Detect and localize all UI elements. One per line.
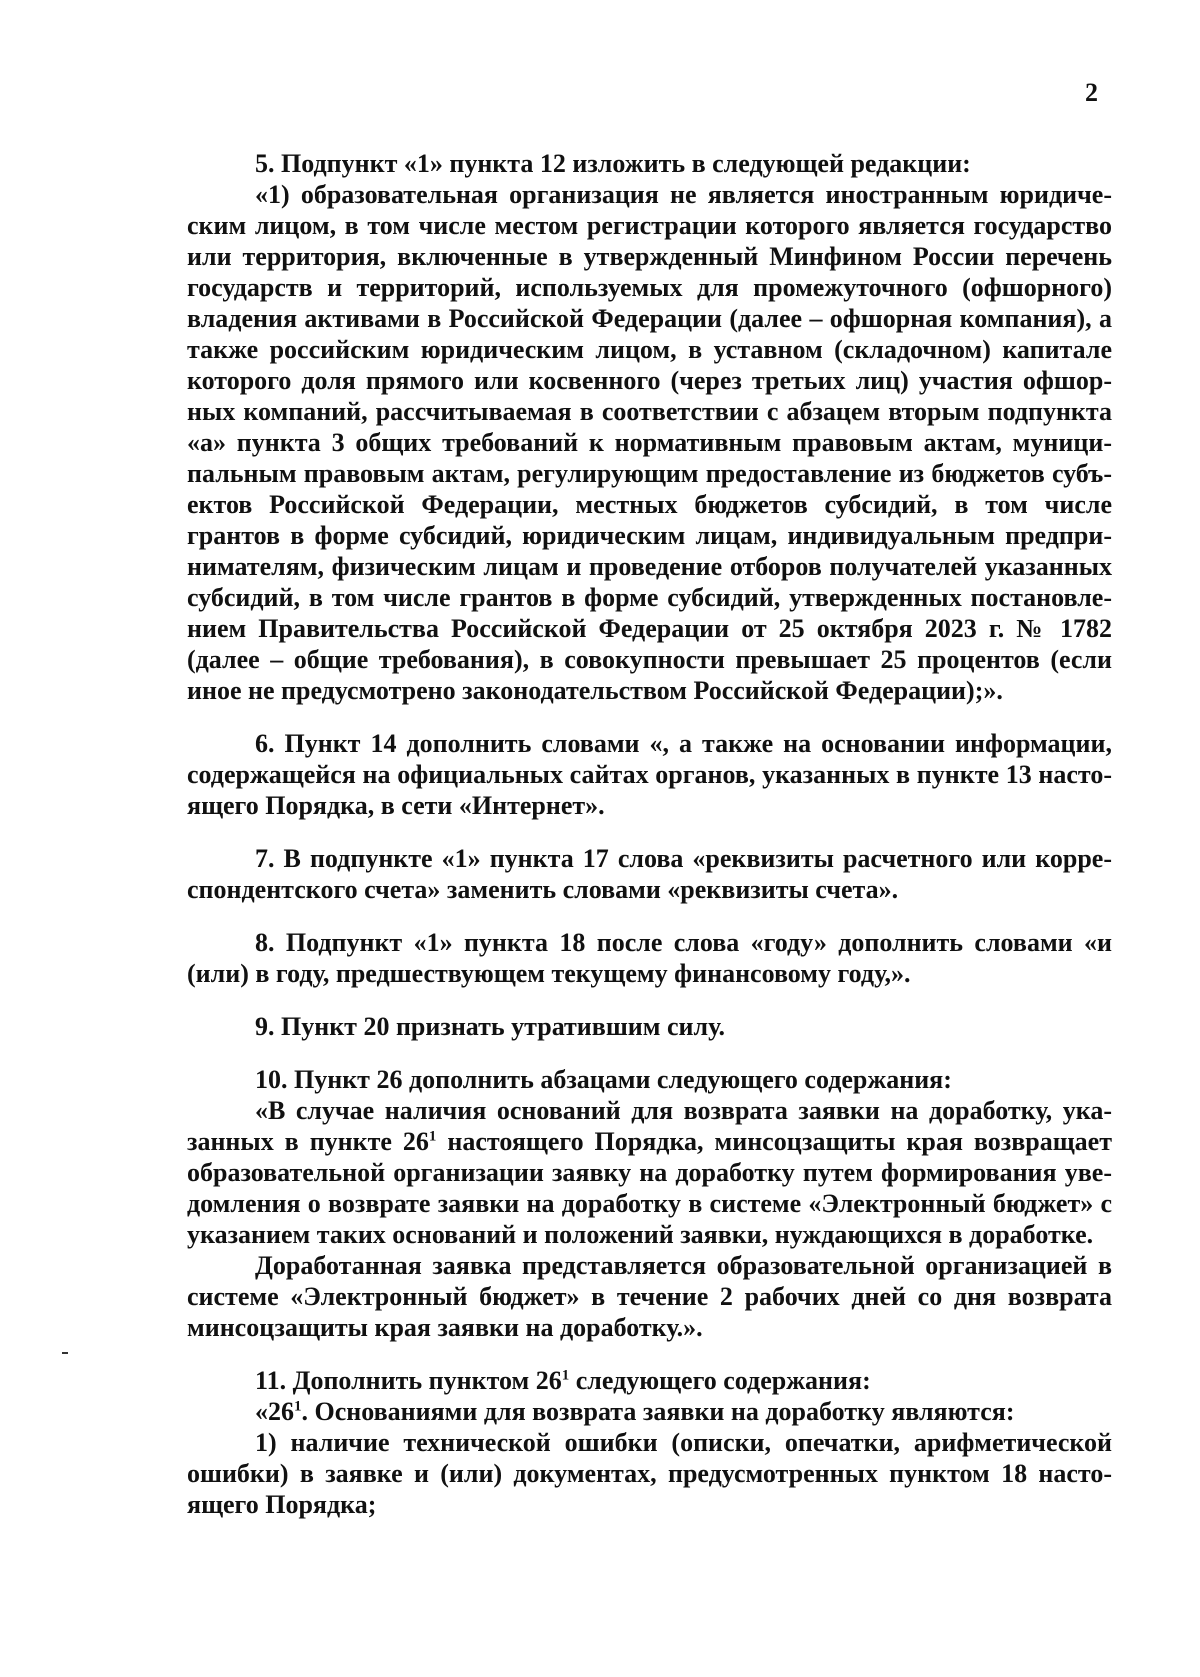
paragraph-item-26-1-point-1: 1) наличие технической ошибки (описки, опечатки, арифметической ошибки) в заявке и (или) документах, предусмотренных пунктом 18 настоящего Порядка; — [187, 1428, 1112, 1519]
paragraph-text-after-superscript: следующего содержания: — [569, 1366, 871, 1395]
page-number: 2 — [1085, 78, 1098, 107]
paragraph-text-before-superscript: «26 — [255, 1397, 294, 1426]
paragraph-item-8: 8. Подпункт «1» пункта 18 после слова «году» дополнить словами «и (или) в году, предшествующем текущему финансовому году,». — [187, 928, 1112, 988]
superscript-number: 1 — [294, 1398, 302, 1415]
paragraph-text-before-superscript: 11. Дополнить пунктом 26 — [255, 1366, 562, 1395]
paragraph-item-9: 9. Пункт 20 признать утратившим силу. — [255, 1012, 725, 1041]
document-body — [187, 148, 1112, 1520]
paragraph-text-after-superscript: настоящего Порядка, минсоцзащиты края возвращает образовательной организации заявку на доработку путем формирования уведомления о возврате заявки на доработку в системе «Электронный бюджет» с указанием таких оснований и положений заявки, нуждающихся в доработке. — [187, 1127, 1112, 1249]
paragraph-item-5: 5. Подпункт «1» пункта 12 изложить в следующей редакции: — [255, 149, 971, 178]
paragraph-item-7: 7. В подпункте «1» пункта 17 слова «реквизиты расчетного или корреспондентского счета» заменить словами «реквизиты счета». — [187, 844, 1112, 904]
paragraph-item-10-text-2: Доработанная заявка представляется образовательной организацией в системе «Электронный бюджет» в течение 2 рабочих дней со дня возврата минсоцзащиты края заявки на доработку.». — [187, 1251, 1112, 1342]
paragraph-item-10-text-1 — [187, 1095, 1112, 1250]
paragraph-item-11 — [187, 1365, 1112, 1396]
paragraph-item-26-1-title — [187, 1396, 1112, 1427]
margin-mark — [62, 1352, 68, 1354]
paragraph-text-before-superscript: «В случае наличия оснований для возврата заявки на доработку, указанных в пункте 26 — [187, 1096, 1112, 1156]
superscript-number: 1 — [428, 1128, 437, 1145]
paragraph-item-5-text: «1) образовательная организация не является иностранным юридическим лицом, в том числе местом регистрации которого является государство или территория, включенные в утвержденный Минфином России перечень государств и территорий, используемых для промежуточного (офшорного) владения активами в Российской Федерации (далее – офшорная компания), а также российским юридическим лицом, в уставном (складочном) капитале которого доля прямого или косвенного (через третьих лиц) участия офшорных компаний, рассчитываемая в соответствии с абзацем вторым подпункта «а» пункта 3 общих требований к нормативным правовым актам, муниципальным правовым актам, регулирующим предоставление из бюджетов субъектов Российской Федерации, местных бюджетов субсидий, в том числе грантов в форме субсидий, юридическим лицам, индивидуальным предпринимателям, физическим лицам и проведение отборов получателей указанных субсидий, в том числе грантов в форме субсидий, утвержденных постановлением Правительства Российской Федерации от 25 октября 2023 г. № 1782 (далее – общие требования), в совокупности превышает 25 процентов (если иное не предусмотрено законодательством Российской Федерации);». — [187, 180, 1112, 705]
paragraph-item-10: 10. Пункт 26 дополнить абзацами следующего содержания: — [255, 1065, 952, 1094]
superscript-number: 1 — [561, 1367, 570, 1384]
paragraph-text-after-superscript: . Основаниями для возврата заявки на доработку являются: — [301, 1397, 1015, 1426]
paragraph-item-6: 6. Пункт 14 дополнить словами «, а также на основании информации, содержащейся на официальных сайтах органов, указанных в пункте 13 настоящего Порядка, в сети «Интернет». — [187, 729, 1112, 820]
